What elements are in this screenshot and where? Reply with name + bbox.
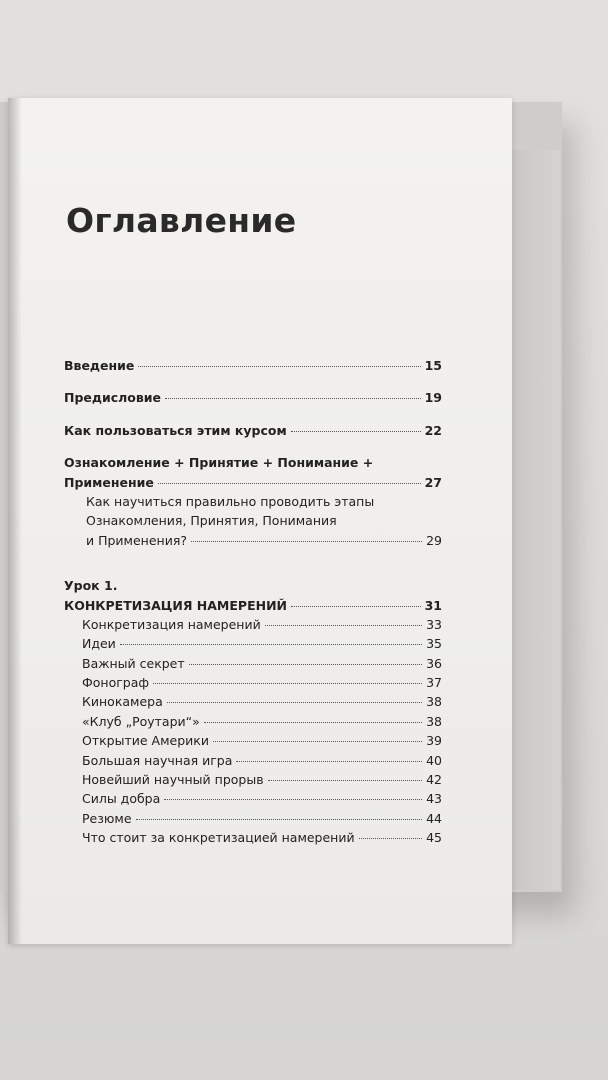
- dot-leader: [165, 398, 421, 399]
- toc-entry-page: 31: [424, 597, 442, 613]
- toc-entry-label: Новейший научный прорыв: [82, 772, 264, 788]
- toc-entry-page: 44: [426, 810, 442, 826]
- toc-entry-page: 38: [426, 713, 442, 729]
- dot-leader: [191, 541, 422, 542]
- toc-entry-page: 39: [426, 733, 442, 749]
- toc-entry-label: Введение: [64, 358, 135, 373]
- dot-leader: [189, 664, 422, 665]
- toc-subentry: [64, 634, 442, 653]
- toc-entry-page: 19: [424, 390, 442, 406]
- toc-entry-preface: [64, 388, 442, 407]
- toc-entry-label: Что стоит за конкретизацией намерений: [82, 830, 355, 846]
- dot-leader: [268, 780, 422, 781]
- dot-leader: [136, 819, 422, 820]
- toc-entry-label: Открытие Америки: [82, 733, 209, 749]
- dot-leader: [204, 722, 422, 723]
- toc-entry-label: и Применения?: [86, 532, 187, 548]
- toc-entry-page: 33: [426, 616, 442, 632]
- dot-leader: [138, 366, 420, 367]
- toc-subentry: [64, 828, 442, 847]
- dot-leader: [236, 761, 422, 762]
- toc-entry-label: Важный секрет: [82, 655, 185, 671]
- book-page-edges: [510, 150, 560, 890]
- toc-subentry: [64, 531, 442, 550]
- lesson-title-entry: [64, 596, 442, 615]
- toc-subentry: [64, 809, 442, 828]
- book-page: [8, 98, 512, 944]
- toc-entry-steps: [64, 473, 442, 492]
- toc-subentry: [64, 654, 442, 673]
- toc-subentry-line1: Как научиться правильно проводить этапы: [86, 493, 375, 509]
- toc-entry-label: «Клуб „Роутари“»: [82, 713, 200, 729]
- toc-subentry: [64, 692, 442, 711]
- toc-entry-label: Как пользоваться этим курсом: [64, 422, 287, 438]
- dot-leader: [167, 702, 422, 703]
- toc-entry-page: 40: [426, 752, 442, 768]
- toc-subentry: [64, 770, 442, 789]
- dot-leader: [213, 741, 422, 742]
- toc-entry-page: 27: [424, 474, 442, 490]
- toc-entry-howto: [64, 421, 442, 440]
- toc-subentry: [64, 673, 442, 692]
- toc-entry-page: 35: [426, 636, 442, 652]
- dot-leader: [291, 606, 421, 607]
- toc-entry-page: 15: [424, 358, 442, 373]
- lesson-title: КОНКРЕТИЗАЦИЯ НАМЕРЕНИЙ: [64, 597, 287, 613]
- dot-leader: [153, 683, 422, 684]
- toc-entry-page: 22: [424, 422, 442, 438]
- dot-leader: [265, 625, 422, 626]
- toc-entry-page: 38: [426, 694, 442, 710]
- toc-entry-label: Применение: [64, 474, 154, 490]
- toc-entry-label: Кинокамера: [82, 694, 163, 710]
- toc-subentry: [64, 615, 442, 634]
- table-of-contents: [64, 356, 442, 848]
- toc-subentry-line2: Ознакомления, Принятия, Понимания: [86, 513, 337, 529]
- toc-entry-page: 29: [426, 532, 442, 548]
- page-title: Оглавление: [66, 201, 297, 240]
- toc-entry-page: 43: [426, 791, 442, 807]
- dot-leader: [164, 799, 422, 800]
- toc-entry-page: 36: [426, 655, 442, 671]
- lesson-item-list: [64, 615, 442, 848]
- dot-leader: [158, 483, 421, 484]
- toc-entry-page: 45: [426, 830, 442, 846]
- toc-entry-intro: [64, 356, 442, 375]
- dot-leader: [291, 431, 421, 432]
- dot-leader: [359, 838, 422, 839]
- toc-subentry: [64, 789, 442, 808]
- toc-entry-label: Большая научная игра: [82, 752, 233, 768]
- lesson-header: Урок 1.: [64, 578, 118, 594]
- dot-leader: [120, 644, 422, 645]
- toc-entry-label: Конкретизация намерений: [82, 616, 261, 632]
- toc-entry-label: Резюме: [82, 810, 132, 826]
- toc-entry-label: Силы добра: [82, 791, 161, 807]
- toc-entry-label: Фонограф: [82, 675, 150, 691]
- toc-entry-steps-line1: Ознакомление + Принятие + Понимание +: [64, 455, 374, 471]
- toc-entry-label: Предисловие: [64, 390, 162, 406]
- spine-shadow: [8, 98, 22, 944]
- toc-subentry: [64, 751, 442, 770]
- toc-subentry: [64, 712, 442, 731]
- toc-entry-label: Идеи: [82, 636, 116, 652]
- toc-entry-page: 37: [426, 675, 442, 691]
- toc-entry-page: 42: [426, 772, 442, 788]
- toc-subentry: [64, 731, 442, 750]
